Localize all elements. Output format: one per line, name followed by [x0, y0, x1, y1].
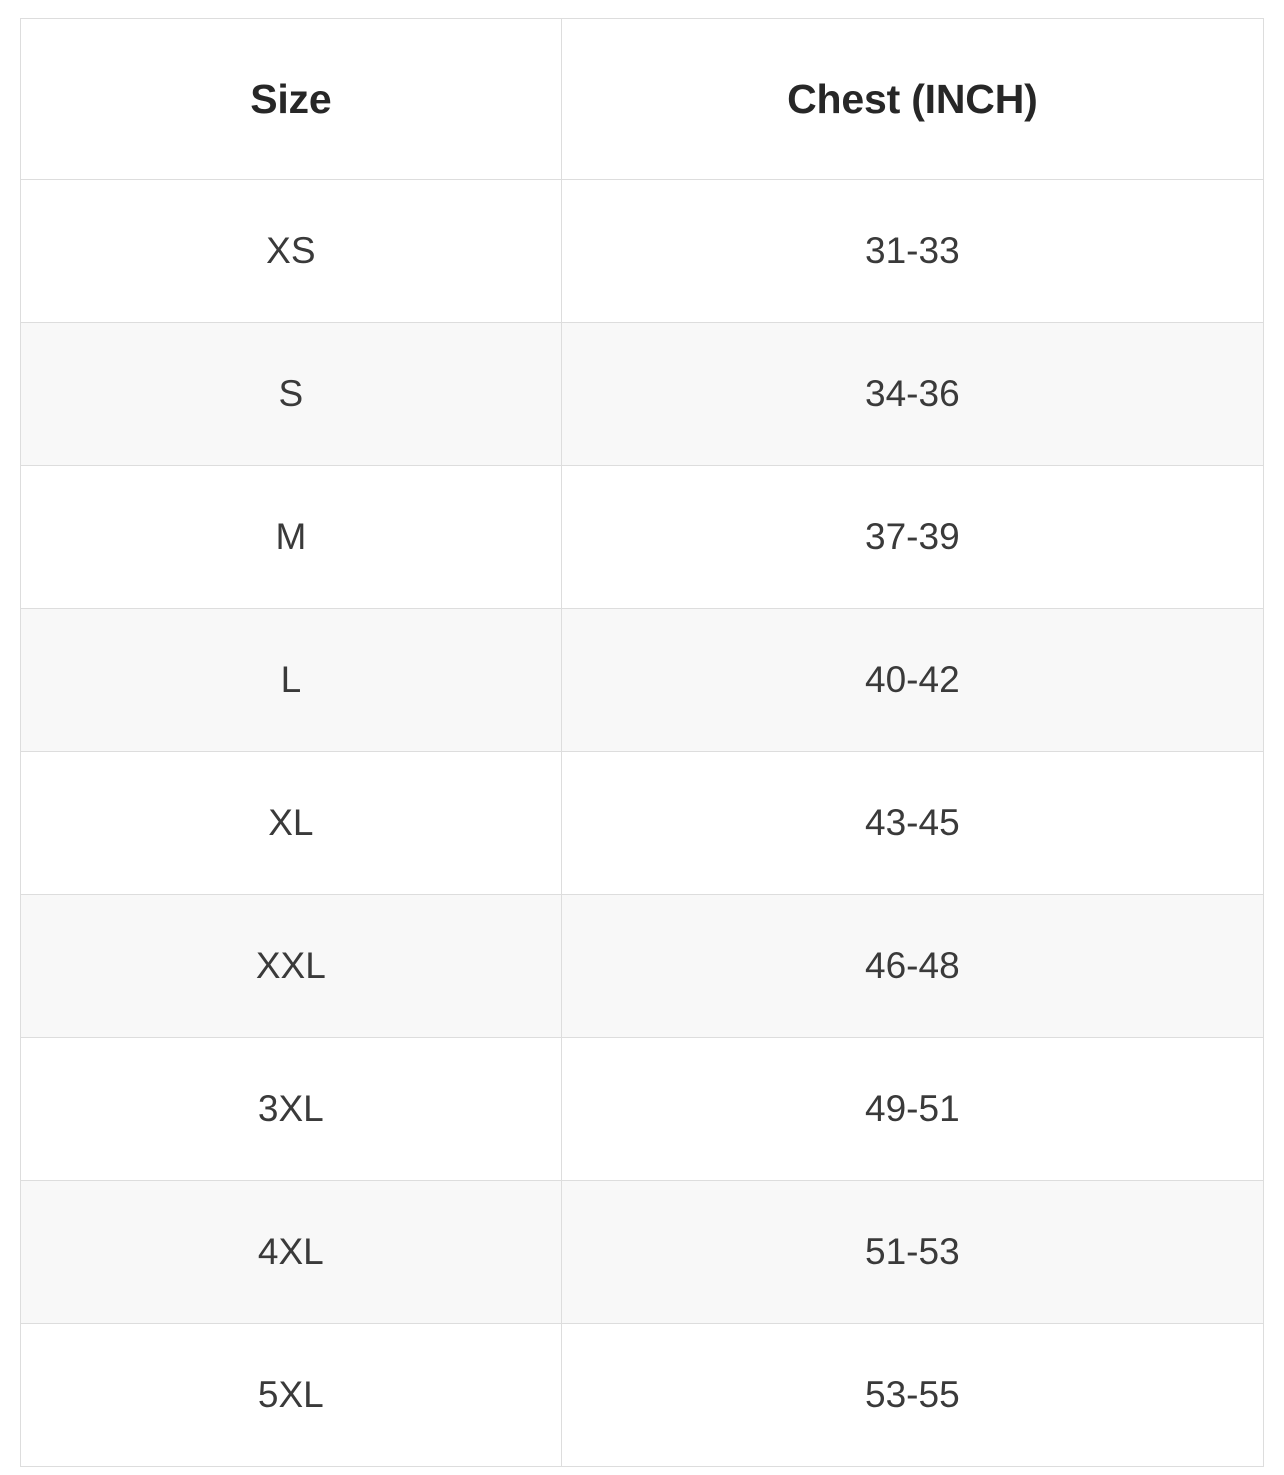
table-header [21, 19, 1264, 180]
cell-size: XS [21, 180, 562, 323]
table-row [21, 609, 1264, 752]
table-row [21, 466, 1264, 609]
cell-size: 5XL [21, 1324, 562, 1467]
cell-chest: 51-53 [561, 1181, 1263, 1324]
cell-chest: 34-36 [561, 323, 1263, 466]
table-row [21, 180, 1264, 323]
cell-size: XXL [21, 895, 562, 1038]
cell-size: 3XL [21, 1038, 562, 1181]
cell-chest: 46-48 [561, 895, 1263, 1038]
cell-chest: 49-51 [561, 1038, 1263, 1181]
table-row [21, 1324, 1264, 1467]
table-row [21, 1181, 1264, 1324]
table-row [21, 1038, 1264, 1181]
cell-size: L [21, 609, 562, 752]
cell-size: XL [21, 752, 562, 895]
table-row [21, 895, 1264, 1038]
cell-size: 4XL [21, 1181, 562, 1324]
cell-chest: 31-33 [561, 180, 1263, 323]
column-header-chest: Chest (INCH) [561, 19, 1263, 180]
cell-chest: 43-45 [561, 752, 1263, 895]
size-chart-table [20, 18, 1264, 1467]
table-body [21, 180, 1264, 1467]
cell-chest: 40-42 [561, 609, 1263, 752]
table-row [21, 323, 1264, 466]
table-row [21, 752, 1264, 895]
cell-chest: 53-55 [561, 1324, 1263, 1467]
column-header-size: Size [21, 19, 562, 180]
cell-size: M [21, 466, 562, 609]
cell-size: S [21, 323, 562, 466]
cell-chest: 37-39 [561, 466, 1263, 609]
table-header-row [21, 19, 1264, 180]
